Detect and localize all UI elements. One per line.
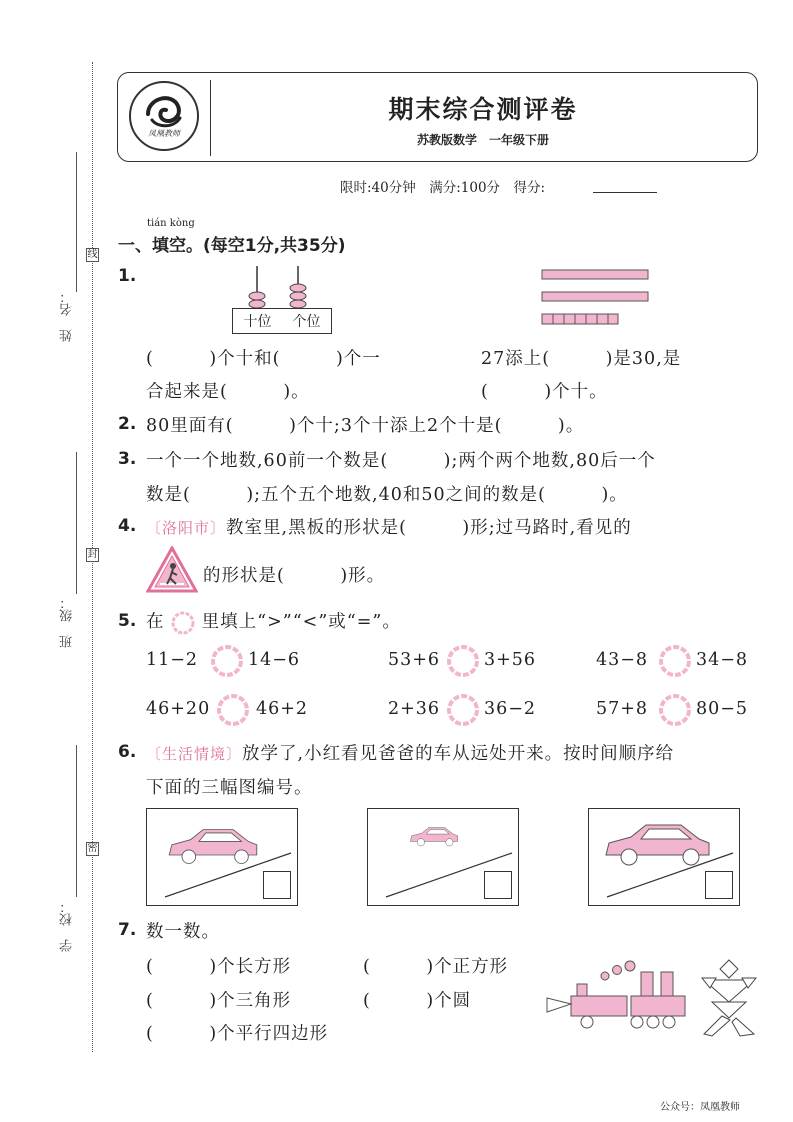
compare-right: 34−8: [696, 650, 749, 670]
flower-answer-box[interactable]: [216, 693, 250, 727]
compare-left: 46+20: [146, 699, 211, 719]
abacus-tens-label: 十位: [243, 314, 272, 330]
q5-number: 5.: [118, 611, 137, 631]
flower-answer-box-icon: [171, 611, 195, 635]
order-answer-box[interactable]: [705, 871, 733, 899]
class-label: 班 级：: [60, 596, 75, 648]
q4-number: 4.: [118, 516, 137, 536]
q4-line2: 的形状是( )形。: [203, 566, 386, 586]
q6-line2: 下面的三幅图编号。: [146, 778, 313, 798]
q7-squares: ( )个正方形: [363, 957, 509, 977]
school-label: 学 校：: [60, 900, 75, 952]
q3-number: 3.: [118, 449, 137, 469]
logo: [128, 80, 200, 152]
score-field[interactable]: [593, 192, 657, 193]
compare-left: 11−2: [146, 650, 199, 670]
abacus-bead: [290, 300, 306, 308]
footer-credit: 公众号：凤凰教师: [660, 1102, 740, 1113]
compare-left: 2+36: [388, 699, 441, 719]
abacus-figure: [232, 262, 332, 337]
seal-mark-secret: 密: [87, 843, 98, 854]
q5-instruction: [146, 608, 401, 635]
car-picture-1: [146, 808, 298, 906]
q6-context-tag: 〔生活情境〕: [146, 745, 243, 763]
compare-left: 43−8: [596, 650, 649, 670]
abacus-bead: [249, 292, 265, 300]
section-heading: 一、填空。(每空1分,共35分): [118, 236, 346, 256]
q2-number: 2.: [118, 414, 137, 434]
tangram-figure: [700, 958, 758, 1042]
car-picture-3: [588, 808, 740, 906]
q6-line1: [146, 740, 674, 765]
q6-number: 6.: [118, 742, 137, 762]
flower-answer-box[interactable]: [658, 644, 692, 678]
name-label: 姓 名：: [60, 290, 75, 342]
flower-answer-box[interactable]: [446, 644, 480, 678]
q4-line1: [146, 514, 632, 539]
order-answer-box[interactable]: [263, 871, 291, 899]
flower-answer-box[interactable]: [210, 644, 244, 678]
q6-line1-text: 放学了,小红看见爸爸的车从远处开来。按时间顺序给: [242, 744, 675, 764]
exam-meta: 限时:40分钟 满分:100分 得分:: [340, 180, 546, 196]
flower-answer-box[interactable]: [658, 693, 692, 727]
q1-line2a: 合起来是( )。: [146, 382, 310, 402]
order-answer-box[interactable]: [484, 871, 512, 899]
class-field[interactable]: [76, 452, 77, 594]
school-field[interactable]: [76, 745, 77, 897]
q1-line2b: ( )个十。: [481, 382, 608, 402]
q2-text: 80里面有( )个十;3个十添上2个十是( )。: [146, 416, 585, 436]
compare-left: 53+6: [388, 650, 441, 670]
q7-circles: ( )个圆: [363, 991, 472, 1011]
q1-line1a: ( )个十和( )个一: [146, 349, 381, 369]
compare-right: 3+56: [484, 650, 537, 670]
abacus-bead: [249, 300, 265, 308]
q5-prefix: 在: [146, 612, 165, 632]
q4-region-tag: 〔洛阳市〕: [146, 519, 227, 537]
seal-mark-line: 线: [87, 249, 98, 260]
q7-rectangles: ( )个长方形: [146, 957, 292, 977]
seal-mark-seal: 封: [87, 549, 98, 560]
abacus-bead: [290, 292, 306, 300]
phoenix-logo-icon: [128, 80, 200, 152]
compare-right: 36−2: [484, 699, 537, 719]
q5-suffix: 里填上“>”“<”或“=”。: [201, 612, 401, 632]
car-picture-2: [367, 808, 519, 906]
compare-right: 80−5: [696, 699, 749, 719]
q7-number: 7.: [118, 920, 137, 940]
q7-title: 数一数。: [146, 922, 220, 942]
q7-parallelograms: ( )个平行四边形: [146, 1024, 329, 1044]
flower-answer-box[interactable]: [446, 693, 480, 727]
abacus-ones-label: 个位: [292, 314, 321, 330]
compare-right: 46+2: [256, 699, 309, 719]
train-figure: [545, 958, 690, 1037]
q1-number: 1.: [118, 266, 137, 286]
q3-line2: 数是( );五个五个地数,40和50之间的数是( )。: [146, 485, 628, 505]
sticks-figure: [540, 268, 652, 334]
q4-line1-text: 教室里,黑板的形状是( )形;过马路时,看见的: [226, 518, 632, 538]
compare-right: 14−6: [248, 650, 301, 670]
section-pinyin: tián kòng: [147, 218, 195, 229]
abacus-bead: [290, 284, 306, 292]
compare-left: 57+8: [596, 699, 649, 719]
logo-text: 凤凰教师: [148, 129, 180, 138]
q7-triangles: ( )个三角形: [146, 991, 292, 1011]
crosswalk-sign-icon: [146, 546, 198, 598]
abacus-base: [232, 308, 332, 334]
q1-line1b: 27添上( )是30,是: [481, 349, 682, 369]
q3-line1: 一个一个地数,60前一个数是( );两个两个地数,80后一个: [146, 451, 656, 471]
page-title: 期末综合测评卷: [388, 95, 578, 124]
name-field[interactable]: [76, 152, 77, 292]
page-subtitle: 苏教版数学 一年级下册: [416, 133, 549, 147]
